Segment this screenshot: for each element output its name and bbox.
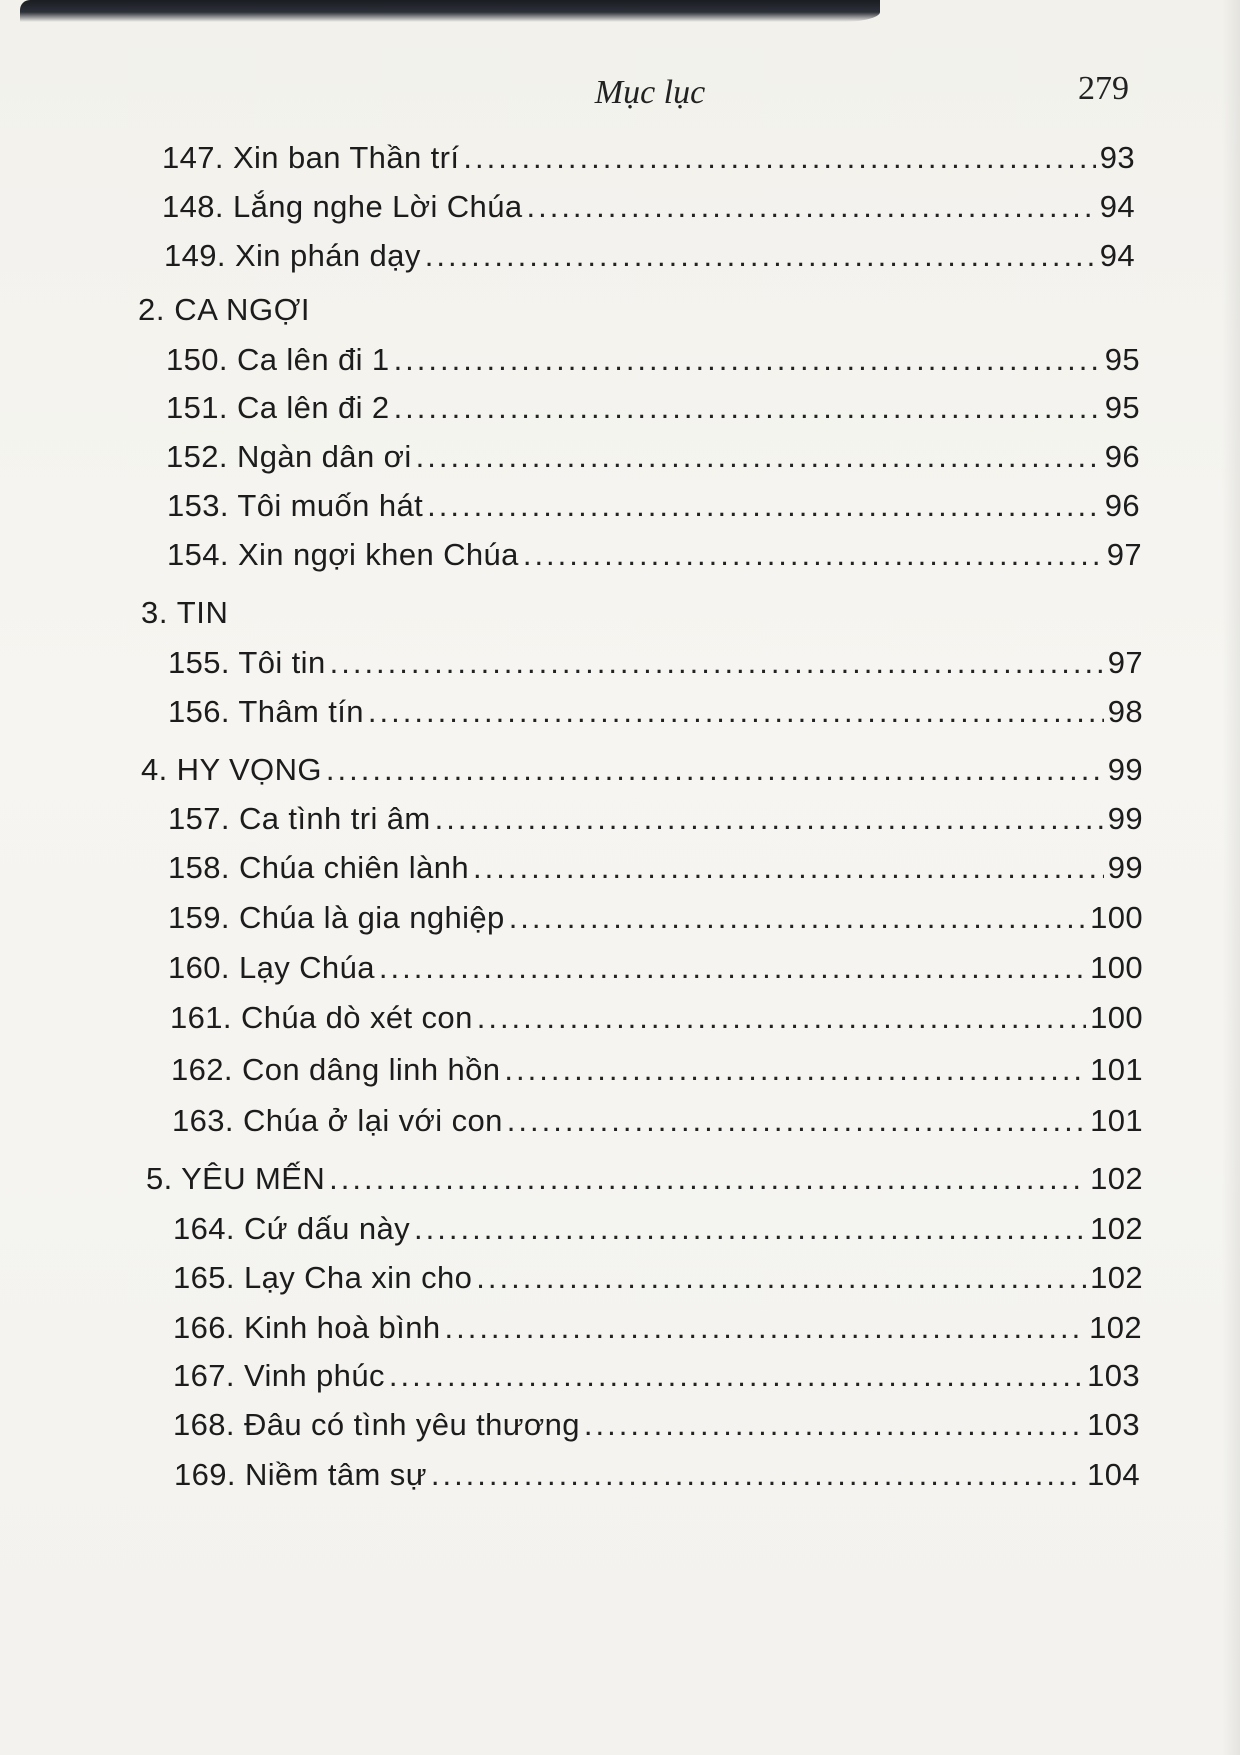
dot-leader bbox=[427, 488, 1101, 524]
dot-leader bbox=[414, 1211, 1086, 1247]
dot-leader bbox=[523, 537, 1103, 573]
page-header-title: Mục lục bbox=[594, 74, 706, 111]
toc-section-heading: 2. CA NGỢI bbox=[138, 292, 311, 327]
toc-entry bbox=[162, 189, 1135, 225]
toc-entry-title: 157. Ca tình tri âm bbox=[168, 801, 431, 836]
dot-leader bbox=[394, 390, 1101, 426]
toc-entry bbox=[168, 850, 1143, 886]
toc-entry bbox=[166, 390, 1140, 426]
dot-leader bbox=[444, 1310, 1085, 1346]
toc-entry-title: 161. Chúa dò xét con bbox=[170, 1000, 473, 1035]
toc-entry-page: 102 bbox=[1089, 1310, 1142, 1345]
toc-entry bbox=[168, 950, 1143, 986]
dot-leader bbox=[477, 1000, 1086, 1036]
toc-entry-title: 168. Đâu có tình yêu thương bbox=[173, 1407, 580, 1442]
toc-entry-page: 103 bbox=[1087, 1407, 1140, 1442]
dot-leader bbox=[329, 1161, 1086, 1197]
toc-entry-page: 98 bbox=[1107, 694, 1143, 729]
dot-leader bbox=[504, 1052, 1086, 1088]
dot-leader bbox=[330, 645, 1104, 681]
toc-entry-page: 99 bbox=[1107, 801, 1143, 836]
toc-entry-page: 102 bbox=[1090, 1161, 1143, 1196]
toc-entry bbox=[173, 1407, 1140, 1443]
toc-entry bbox=[170, 1000, 1143, 1036]
dot-leader bbox=[326, 752, 1104, 788]
toc-entry-title: 165. Lạy Cha xin cho bbox=[173, 1260, 473, 1295]
toc-entry-page: 97 bbox=[1107, 645, 1143, 680]
toc-entry-page: 95 bbox=[1104, 342, 1140, 377]
dot-leader bbox=[435, 801, 1104, 837]
dot-leader bbox=[476, 1260, 1086, 1296]
toc-section-heading: 4. HY VỌNG bbox=[141, 752, 322, 787]
dot-leader bbox=[431, 1457, 1083, 1493]
toc-entry-page: 96 bbox=[1104, 439, 1140, 474]
dot-leader bbox=[389, 1358, 1083, 1394]
dot-leader bbox=[584, 1407, 1083, 1443]
toc-entry-page: 104 bbox=[1087, 1457, 1140, 1492]
dot-leader bbox=[526, 189, 1095, 225]
toc-entry-title: 151. Ca lên đi 2 bbox=[166, 390, 390, 425]
toc-entry bbox=[168, 801, 1143, 837]
toc-entry bbox=[167, 537, 1142, 573]
toc-entry-page: 99 bbox=[1107, 752, 1143, 787]
dot-leader bbox=[509, 900, 1086, 936]
toc-entry bbox=[173, 1358, 1140, 1394]
toc-entry-title: 153. Tôi muốn hát bbox=[167, 488, 424, 523]
toc-entry-title: 149. Xin phán dạy bbox=[164, 238, 421, 273]
toc-entry-title: 162. Con dâng linh hồn bbox=[171, 1052, 501, 1087]
toc-entry bbox=[173, 1310, 1142, 1346]
toc-entry bbox=[164, 238, 1135, 274]
toc-entry-title: 160. Lạy Chúa bbox=[168, 950, 375, 985]
toc-entry bbox=[172, 1103, 1143, 1139]
toc-entry-title: 147. Xin ban Thần trí bbox=[162, 140, 460, 175]
toc-entry-title: 155. Tôi tin bbox=[168, 645, 326, 680]
toc-entry-title: 163. Chúa ở lại với con bbox=[172, 1103, 503, 1138]
page-number: 279 bbox=[1078, 70, 1129, 107]
toc-entry bbox=[166, 439, 1140, 475]
toc-section-row bbox=[146, 1161, 1143, 1197]
toc-entry-page: 101 bbox=[1090, 1103, 1143, 1138]
toc-entry-page: 101 bbox=[1090, 1052, 1143, 1087]
toc-entry-page: 94 bbox=[1099, 189, 1135, 224]
toc-entry bbox=[167, 488, 1140, 524]
toc-entry-title: 159. Chúa là gia nghiệp bbox=[168, 900, 505, 935]
toc-entry bbox=[168, 694, 1143, 730]
dot-leader bbox=[463, 140, 1095, 176]
toc-entry-page: 93 bbox=[1099, 140, 1135, 175]
toc-entry bbox=[168, 900, 1143, 936]
toc-entry-page: 100 bbox=[1090, 900, 1143, 935]
toc-entry-page: 96 bbox=[1104, 488, 1140, 523]
toc-entry-page: 95 bbox=[1104, 390, 1140, 425]
toc-entry bbox=[171, 1052, 1143, 1088]
toc-section-heading: 5. YÊU MẾN bbox=[146, 1161, 326, 1196]
toc-section-row bbox=[141, 752, 1143, 788]
toc-entry bbox=[168, 645, 1143, 681]
toc-entry-title: 150. Ca lên đi 1 bbox=[166, 342, 390, 377]
toc-entry-title: 166. Kinh hoà bình bbox=[173, 1310, 441, 1345]
toc-entry-page: 103 bbox=[1087, 1358, 1140, 1393]
toc-entry-title: 152. Ngàn dân ơi bbox=[166, 439, 412, 474]
toc-entry-page: 100 bbox=[1090, 950, 1143, 985]
toc-entry-page: 99 bbox=[1107, 850, 1143, 885]
dot-leader bbox=[416, 439, 1101, 475]
dot-leader bbox=[507, 1103, 1086, 1139]
toc-entry-title: 154. Xin ngợi khen Chúa bbox=[167, 537, 519, 572]
toc-entry-page: 102 bbox=[1090, 1260, 1143, 1295]
toc-entry-title: 156. Thâm tín bbox=[168, 694, 364, 729]
toc-entry bbox=[173, 1211, 1143, 1247]
toc-entry-page: 97 bbox=[1106, 537, 1142, 572]
toc-entry bbox=[166, 342, 1140, 378]
dot-leader bbox=[473, 850, 1104, 886]
toc-entry-page: 100 bbox=[1090, 1000, 1143, 1035]
toc-entry bbox=[162, 140, 1135, 176]
dot-leader bbox=[425, 238, 1096, 274]
toc-entry-title: 169. Niềm tâm sự bbox=[174, 1457, 427, 1492]
toc-entry-page: 102 bbox=[1090, 1211, 1143, 1246]
toc-section-heading: 3. TIN bbox=[141, 595, 229, 630]
toc-entry bbox=[174, 1457, 1140, 1493]
dot-leader bbox=[379, 950, 1086, 986]
toc-entry-title: 164. Cứ dấu này bbox=[173, 1211, 411, 1246]
toc-entry-page: 94 bbox=[1099, 238, 1135, 273]
dot-leader bbox=[368, 694, 1104, 730]
toc-entry-title: 167. Vinh phúc bbox=[173, 1358, 385, 1393]
toc-entry-title: 158. Chúa chiên lành bbox=[168, 850, 470, 885]
dot-leader bbox=[394, 342, 1101, 378]
toc-entry-title: 148. Lắng nghe Lời Chúa bbox=[162, 189, 523, 224]
toc-entry bbox=[173, 1260, 1143, 1296]
